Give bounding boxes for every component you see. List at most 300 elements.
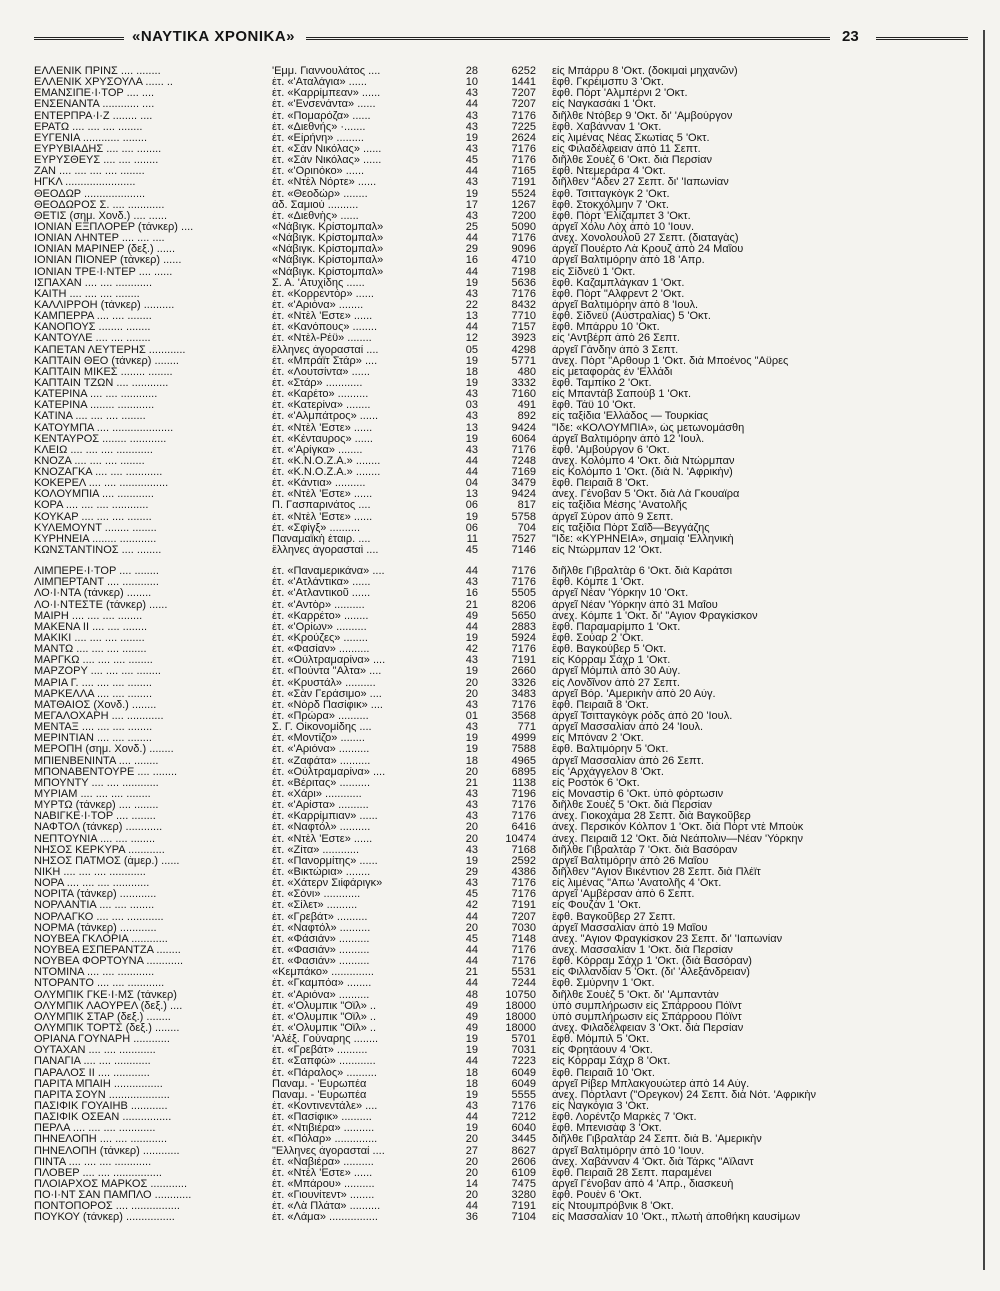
table-row — [34, 1101, 954, 1112]
ship-name: ΚΑΝΤΟΥΛΕ .... .... ........ — [34, 333, 151, 345]
ship-agent: ἑτ. «Χάρι» ............ — [272, 789, 362, 800]
ship-status: εἰς Ναγκόγια 3 'Οκτ. — [552, 1100, 650, 1112]
ship-year: 45 — [465, 933, 478, 945]
ship-tonnage: 7176 — [511, 233, 536, 245]
ship-name: ΜΑΙΡΗ .... .... .... ........ — [34, 610, 143, 622]
ship-year: 27 — [465, 1145, 478, 1157]
table-row — [34, 633, 954, 644]
ship-year: 19 — [465, 188, 478, 200]
ship-agent: ἑτ. «Οὐλτραμαρίνα» .... — [272, 766, 386, 778]
ship-year: 43 — [465, 878, 478, 890]
ship-year: 03 — [465, 400, 478, 412]
ship-tonnage: 7248 — [511, 455, 536, 467]
ship-status: διῆλθε Σουὲζ 5 'Οκτ. διὰ Περσίαν — [552, 800, 712, 812]
ship-name: ΙΟΝΙΑΝ ΠΙΟΝΕΡ (τάνκερ) ...... — [34, 255, 182, 267]
ship-name: ΜΑΡΖΟΡΥ .... .... .... ........ — [34, 666, 161, 678]
ship-tonnage: 1138 — [512, 777, 536, 789]
ship-tonnage: 7176 — [511, 155, 536, 167]
ship-name: ΙΟΝΙΑΝ ΕΞΠΛΟΡΕΡ (τάνκερ) .... — [34, 221, 194, 233]
ship-year: 44 — [465, 911, 478, 923]
page-number: 23 — [842, 28, 859, 45]
ship-agent: ἑτ. «Οὐλτραμαρίνα» .... — [272, 655, 386, 667]
ship-status: εἰς Φιλαδέλφειαν ἀπὸ 11 Σεπτ. — [552, 143, 701, 155]
ship-agent: ἑτ. «Ζίτα» ............ — [272, 844, 360, 856]
table-row — [34, 367, 954, 378]
table-row — [34, 600, 954, 611]
ship-name: ΘΕΟΔΩΡ .................... — [34, 188, 146, 200]
ship-agent: ἑτ. «Ναφτόλ» .......... — [272, 922, 371, 934]
ship-agent: Σ. Α. 'Ατυχίδης ...... — [272, 277, 365, 289]
ship-name: ΚΑΠΕΤΑΝ ΛΕΥΤΕΡΗΣ ............ — [34, 344, 186, 356]
table-row — [34, 523, 954, 534]
ship-status: ἀργεῖ Σύρον ἀπὸ 9 Σεπτ. — [552, 511, 674, 523]
ship-year: 49 — [465, 1011, 478, 1023]
ship-name: ΠΙΝΤΑ .... .... .... ............ — [34, 1156, 152, 1168]
ship-status: ἀργεῖ Βαλτιμόρην ἀπὸ 18 'Απρ. — [552, 255, 705, 267]
table-row — [34, 77, 954, 88]
ship-name: ΜΠΟΝΑΒΕΝΤΟΥΡΕ .... ........ — [34, 766, 178, 778]
ship-tonnage: 8206 — [511, 599, 536, 611]
ship-year: 06 — [465, 522, 478, 534]
ship-year: 22 — [465, 299, 478, 311]
ship-agent: ἑτ. «'Ατλαντικοῦ ...... — [272, 588, 371, 600]
table-row — [34, 278, 954, 289]
ship-status: ἀργεῖ Γένοβαν ἀπὸ 4 'Απρ., διασκευὴ — [552, 1178, 734, 1190]
ship-tonnage: 8432 — [511, 299, 536, 311]
ship-agent: ἕλληνες ἀγορασταὶ .... — [272, 545, 379, 557]
ship-status: εἰς Κολόμπο 1 'Οκτ. (διὰ Ν. 'Αφρικὴν) — [552, 467, 733, 479]
ship-status: ἔφθ. Πὸρτ "Αλφρεντ 2 'Οκτ. — [552, 288, 685, 300]
ship-tonnage: 6109 — [511, 1167, 536, 1179]
ship-agent: ἑτ. «Λουτσίντα» ...... — [272, 366, 370, 378]
ship-year: 13 — [465, 489, 478, 501]
ship-year: 20 — [465, 822, 478, 834]
ship-agent: ἑτ. «Μπράϊτ Στάρ» .... — [272, 355, 378, 367]
table-row — [34, 1012, 954, 1023]
ship-tonnage: 7148 — [511, 933, 536, 945]
ship-tonnage: 7176 — [511, 1100, 536, 1112]
table-row — [34, 678, 954, 689]
table-row — [34, 434, 954, 445]
table-row — [34, 244, 954, 255]
ship-agent: ἑτ. «Πούντα "Αλτα» .... — [272, 666, 382, 678]
ship-name: ΚΑΠΤΑΙΝ ΤΖΩΝ .... ............ — [34, 377, 169, 389]
ship-year: 19 — [465, 666, 478, 678]
ship-year: 44 — [465, 621, 478, 633]
ship-year: 44 — [465, 978, 478, 990]
table-row — [34, 267, 954, 278]
ship-tonnage: 10474 — [505, 833, 536, 845]
ship-tonnage: 3923 — [511, 333, 536, 345]
ship-status: ἀργεῖ Χόλυ Λὸχ ἀπὸ 10 'Ιουν. — [552, 221, 695, 233]
ship-status: ἔφθ. Στοκχόλμην 7 'Οκτ. — [552, 199, 669, 211]
ship-agent: ἑτ. «Κοντινεντάλε» .... — [272, 1100, 378, 1112]
ship-agent: Σ. Γ. Οἰκονομίδης .... — [272, 722, 372, 734]
ship-year: 21 — [465, 599, 478, 611]
ship-year: 44 — [465, 956, 478, 968]
ship-agent: ἑτ. «Καρέτο» .......... — [272, 389, 369, 401]
ship-status: εἰς Λονδῖνον ἀπὸ 27 Σεπτ. — [552, 677, 680, 689]
ship-name: ΠΟΝΤΟΠΟΡΟΣ .... ................ — [34, 1201, 180, 1213]
header-rule-right — [876, 37, 968, 40]
ship-name: ΠΟΥΚΟΥ (τάνκερ) ................ — [34, 1212, 175, 1224]
table-row — [34, 945, 954, 956]
ship-status: ἔφθ. Ρουὲν 6 'Οκτ. — [552, 1190, 642, 1202]
ship-status: ἔφθ. Κόμπε 1 'Οκτ. — [552, 577, 645, 589]
ship-name: ΠΑΣΙΦΙΚ ΟΣΕΑΝ ................ — [34, 1112, 172, 1124]
ship-status: ἀνεχ. Φιλαδέλφειαν 3 'Οκτ. διὰ Περσίαν — [552, 1022, 744, 1034]
table-row — [34, 1045, 954, 1056]
table-row — [34, 445, 954, 456]
ship-name: ΝΟΡΙΤΑ (τάνκερ) ............ — [34, 889, 157, 901]
ship-year: 16 — [465, 588, 478, 600]
ship-name: ΝΙΚΗ .... .... .... ............ — [34, 866, 146, 878]
ship-name: ΚΝΟΖΑΓΚΑ .... .... ............ — [34, 467, 163, 479]
ship-tonnage: 6252 — [511, 66, 536, 77]
ship-tonnage: 6895 — [511, 766, 536, 778]
ship-year: 49 — [465, 610, 478, 622]
ship-status: ἔφθ. Πειραιᾶ 8 'Οκτ. — [552, 699, 649, 711]
ship-year: 21 — [465, 967, 478, 979]
ship-tonnage: 7198 — [511, 266, 536, 278]
ship-name: ΚΟΥΚΑΡ .... .... .... ........ — [34, 511, 152, 523]
ship-agent: Παναμαϊκὴ ἑταιρ. .... — [272, 533, 371, 545]
ship-year: 44 — [465, 166, 478, 178]
ship-agent: ἑτ. «Ντὲλ 'Εστε» ...... — [272, 489, 373, 501]
ship-agent: ἑτ. «Ντὲλ 'Εστε» ...... — [272, 1167, 373, 1179]
ship-name: ΚΑΜΠΕΡΡΑ .... .... ........ — [34, 311, 152, 323]
ship-tonnage: 7165 — [511, 166, 536, 178]
table-row — [34, 1201, 954, 1212]
ship-tonnage: 7207 — [511, 911, 536, 923]
ship-name: ΚΑΤΙΝΑ .... .... .... ........ — [34, 411, 146, 423]
ship-agent: ἑτ. «Σὰν Γεράσιμο» .... — [272, 688, 382, 700]
table-row — [34, 900, 954, 911]
ship-agent: ἑτ. «Γιουνίτεντ» ........ — [272, 1190, 375, 1202]
ship-year: 43 — [465, 110, 478, 122]
ship-tonnage: 7200 — [511, 210, 536, 222]
ship-status: ἀργεῖ Βαλτιμόρην ἀπὸ 10 'Ιουν. — [552, 1145, 705, 1157]
ship-tonnage: 7176 — [511, 811, 536, 823]
ship-year: 42 — [465, 900, 478, 912]
ship-name: ΝΑΒΙΓΚΕ·Ι·ΤΟΡ .... ........ — [34, 811, 156, 823]
ship-year: 10 — [465, 77, 478, 89]
ship-agent: ἑτ. «Σὸνι» ............ — [272, 889, 361, 901]
ship-year: 42 — [465, 644, 478, 656]
table-row — [34, 478, 954, 489]
ship-agent: ἑτ. «Ντὲλ 'Εστε» ...... — [272, 422, 373, 434]
ship-status: ἔφθ. Μπενισὰφ 3 'Οκτ. — [552, 1123, 662, 1135]
ship-name: ΟΛΥΜΠΙΚ ΛΑΟΥΡΕΛ (δεξ.) .... — [34, 1000, 183, 1012]
ship-agent: «Νάβιγκ. Κρίστομπαλ» — [272, 244, 384, 256]
ship-tonnage: 18000 — [505, 1022, 536, 1034]
ship-tonnage: 5701 — [511, 1034, 536, 1046]
table-row — [34, 400, 954, 411]
ship-status: ἔφθ. Πειραιᾶ 28 Σεπτ. παραμένει — [552, 1167, 712, 1179]
ship-name: ΜΑΡΓΚΩ .... .... .... ........ — [34, 655, 153, 667]
ship-year: 19 — [465, 733, 478, 745]
ship-status: ἔφθ. Βαγκοῦβερ 27 Σεπτ. — [552, 911, 676, 923]
table-row — [34, 389, 954, 400]
table-row — [34, 545, 954, 556]
ship-agent: ἑτ. «Πανορμίτης» ...... — [272, 855, 378, 867]
ship-agent: ἑτ. «Πομαρόζα» ...... — [272, 110, 371, 122]
table-row — [34, 99, 954, 110]
ship-tonnage: 7176 — [511, 956, 536, 968]
ship-tonnage: 480 — [517, 366, 536, 378]
table-row — [34, 744, 954, 755]
ship-tonnage: 7191 — [511, 655, 536, 667]
table-row — [34, 789, 954, 800]
ship-status: εἰς Φρητάουν 4 'Οκτ. — [552, 1045, 653, 1057]
ship-year: 20 — [465, 1134, 478, 1146]
ship-year: 11 — [466, 533, 478, 545]
ship-name: ΟΛΥΜΠΙΚ ΤΟΡΤΣ (δεξ.) ........ — [34, 1022, 180, 1034]
ship-year: 19 — [465, 132, 478, 144]
ship-tonnage: 7244 — [511, 978, 536, 990]
ship-agent: ἑτ. «Εἰρήνη» ......... — [272, 132, 364, 144]
ship-tonnage: 7030 — [511, 922, 536, 934]
table-row — [34, 1179, 954, 1190]
ship-name: ΜΑΝΤΩ .... .... .... ........ — [34, 644, 147, 656]
ship-tonnage: 18000 — [505, 1000, 536, 1012]
ship-tonnage: 7157 — [511, 322, 536, 334]
ship-tonnage: 1441 — [511, 77, 536, 89]
ship-status: ἀργεῖ Βαλτιμόρην ἀπὸ 8 'Ιουλ. — [552, 299, 699, 311]
ship-tonnage: 2592 — [511, 855, 536, 867]
ship-status: ἔφθ. Μπάρρυ 10 'Οκτ. — [552, 322, 660, 334]
table-row — [34, 378, 954, 389]
ship-name: ΝΕΠΤΟΥΝΙΑ .... .... ........ — [34, 833, 156, 845]
ship-agent: ἑτ. «Διεθνὴς» ...... — [272, 210, 359, 222]
ship-agent: ἑτ. «Γρεβάτ» .......... — [272, 911, 368, 923]
ship-tonnage: 491 — [517, 400, 536, 412]
ship-year: 43 — [465, 655, 478, 667]
ship-name: ΕΜΑΝΣΙΠΕ·Ι·ΤΟΡ .... .... — [34, 88, 155, 100]
ship-agent: ἑτ. «'Ολυμπικ "Οϊλ» .. — [272, 1022, 377, 1034]
ship-status: ἔφθ. Βαλτιμόρην 5 'Οκτ. — [552, 744, 669, 756]
ship-status: ἔφθ. Πειραιᾶ 8 'Οκτ. — [552, 478, 649, 490]
ship-status: ἔφθ. Σμύρνην 1 'Οκτ. — [552, 978, 655, 990]
ship-status: ἀργεῖ Μασσαλίαν ἀπὸ 24 'Ιουλ. — [552, 722, 704, 734]
table-row — [34, 322, 954, 333]
ship-year: 20 — [465, 922, 478, 934]
ship-agent: ἑτ. «'Αταλάγια» ...... — [272, 77, 367, 89]
ship-year: 04 — [465, 478, 478, 490]
ship-year: 44 — [465, 266, 478, 278]
ship-agent: ἑτ. «Παναμερικάνα» .... — [272, 566, 385, 578]
ship-status: ἀργεῖ Μόμπιλ ἀπὸ 30 Αὐγ. — [552, 666, 681, 678]
table-row — [34, 1034, 954, 1045]
ship-year: 19 — [465, 633, 478, 645]
ship-year: 12 — [465, 333, 478, 345]
table-row — [34, 489, 954, 500]
ship-name: ΘΕΟΔΩΡΟΣ Σ. .... ............ — [34, 199, 165, 211]
table-row — [34, 255, 954, 266]
ship-status: ἀργεῖ 'Αμβέρσαν ἀπὸ 6 Σεπτ. — [552, 889, 695, 901]
page-edge-line — [983, 30, 985, 1270]
table-row — [34, 711, 954, 722]
table-row — [34, 1112, 954, 1123]
ship-year: 43 — [465, 1100, 478, 1112]
ship-status: ἀργεῖ Νέαν 'Υόρκην 10 'Οκτ. — [552, 588, 689, 600]
ship-status: εἰς Μπάρρυ 8 'Οκτ. (δοκιμαὶ μηχανῶν) — [552, 66, 738, 77]
ship-tonnage: 7191 — [511, 1201, 536, 1213]
ship-agent: ἑτ. «'Αριόνα» .......... — [272, 989, 370, 1001]
ship-agent: ἑτ. «Χάτερν Σιίφάριγκ» — [272, 878, 383, 890]
ship-status: ἔφθ. Ντεμεράρα 4 'Οκτ. — [552, 166, 666, 178]
ship-tonnage: 7475 — [511, 1178, 536, 1190]
ship-year: 43 — [465, 177, 478, 189]
ship-status: εἰς Κόρραμ Σάχρ 1 'Οκτ. — [552, 655, 671, 667]
ship-year: 20 — [465, 1156, 478, 1168]
ship-year: 19 — [465, 433, 478, 445]
ship-name: ΜΑΡΙΑ Γ. .... .... .... ........ — [34, 677, 152, 689]
ship-agent: ἑτ. «Σίλετ» .......... — [272, 900, 358, 912]
ship-agent: ἑτ. «Κ.Ν.Ο.Ζ.Α.» ........ — [272, 455, 381, 467]
ship-name: ΙΣΠΑΧΑΝ .... .... ............ — [34, 277, 153, 289]
ship-year: 44 — [465, 99, 478, 111]
ship-status: εἰς 'Αντβέρπ ἀπὸ 26 Σεπτ. — [552, 333, 680, 345]
ship-status: ἀργεῖ Γάνδην ἀπὸ 3 Σεπτ. — [552, 344, 679, 356]
table-row — [34, 1068, 954, 1079]
ship-year: 44 — [465, 467, 478, 479]
ship-status: ἔφθ. Χαβάνναν 1 'Οκτ. — [552, 121, 662, 133]
ship-agent: ἑτ. «Ναβιέρα» .......... — [272, 1156, 374, 1168]
ship-year: 44 — [465, 566, 478, 578]
ship-tonnage: 5650 — [511, 610, 536, 622]
table-row — [34, 423, 954, 434]
ship-status: ἔφθ. Πειραιᾶ 10 'Οκτ. — [552, 1067, 655, 1079]
ship-status: εἰς Μπόναν 2 'Οκτ. — [552, 733, 644, 745]
ship-status: ἔφθ. Κόρραμ Σάχρ 1 'Οκτ. (διὰ Βασόραν) — [552, 956, 752, 968]
ship-agent: Παναμ. - 'Ευρωπέα — [272, 1089, 367, 1101]
ship-agent: ἑτ. «'Αντὸρ» .......... — [272, 599, 365, 611]
ship-agent: 'Εμμ. Γιαννουλάτος .... — [272, 66, 381, 77]
ship-tonnage: 7223 — [511, 1056, 536, 1068]
ship-tonnage: 7176 — [511, 143, 536, 155]
ship-status: ἀνεχ. Γιοκοχάμα 28 Σεπτ. διὰ Βαγκοῦβερ — [552, 811, 751, 823]
table-row — [34, 822, 954, 833]
ship-tonnage: 2660 — [511, 666, 536, 678]
ship-agent: ἑτ. «Καρρίμπεαν» ...... — [272, 88, 381, 100]
ship-tonnage: 7160 — [511, 389, 536, 401]
ship-name: ΠΑΣΙΦΙΚ ΓΟΥΑΙΗΒ ............ — [34, 1100, 168, 1112]
ship-name: ΕΥΡΥΒΙΑΔΗΣ .... .... ........ — [34, 143, 162, 155]
ship-status: ἔφθ. Πὸρτ 'Ελίζαμπετ 3 'Οκτ. — [552, 210, 691, 222]
ship-agent: ἑτ. «Ντὲλ 'Εστε» ...... — [272, 311, 373, 323]
ship-agent: ἑτ. «Σὰν Νικόλας» ...... — [272, 143, 382, 155]
ship-agent: ἑτ. «Ντὲλ 'Εστε» ...... — [272, 833, 373, 845]
ship-name: ΠΛΟΙΑΡΧΟΣ ΜΑΡΚΟΣ ............ — [34, 1178, 188, 1190]
ship-status: διῆλθε Ντόβερ 9 'Οκτ. δι' 'Αμβούργον — [552, 110, 733, 122]
ship-tonnage: 4965 — [511, 755, 536, 767]
ship-agent: ἀδ. Σαμιού .......... — [272, 199, 359, 211]
ship-name: ΚΑΠΤΑΙΝ ΘΕΟ (τάνκερ) ........ — [34, 355, 179, 367]
ship-status: ἔφθ. Πὸρτ 'Αλμπέρνι 2 'Οκτ. — [552, 88, 688, 100]
ship-tonnage: 5090 — [511, 221, 536, 233]
ship-status: διῆλθεν "Αγιον Βικέντιον 28 Σεπτ. διὰ Πλέϊτ — [552, 866, 761, 878]
ship-name: ΚΟΛΟΥΜΠΙΑ .... ............ — [34, 489, 154, 501]
table-row — [34, 1023, 954, 1034]
ship-name: ΜΕΓΑΛΟΧΑΡΗ .... ............ — [34, 711, 164, 723]
ship-year: 44 — [465, 944, 478, 956]
ship-year: 20 — [465, 688, 478, 700]
ship-name: ΠΑΝΑΓΙΑ .... .... ............ — [34, 1056, 151, 1068]
ship-agent: ἑτ. «Ναφτόλ» .......... — [272, 822, 371, 834]
table-row — [34, 356, 954, 367]
ship-status: ἀνεχ. Χαβάνναν 4 'Οκτ. διὰ Τάρκς "Αϊλαντ — [552, 1156, 754, 1168]
ship-agent: ἑτ. «Στάρ» ............ — [272, 377, 363, 389]
ship-status: διῆλθε Γιβραλτὰρ 6 'Οκτ. διὰ Καράτσι — [552, 566, 733, 578]
table-row — [34, 588, 954, 599]
ship-tonnage: 7176 — [511, 566, 536, 578]
ship-name: ΚΑΛΛΙΡΡΟΗ (τάνκερ) .......... — [34, 299, 175, 311]
ship-year: 19 — [465, 377, 478, 389]
ship-status: εἰς ταξίδια Μέσης 'Ανατολῆς — [552, 500, 688, 512]
table-row — [34, 956, 954, 967]
ship-agent: ἑτ. «Ντιβιέρα» .......... — [272, 1123, 375, 1135]
ship-status: εἰς λιμένας Νέας Σκωτίας 5 'Οκτ. — [552, 132, 710, 144]
table-row — [34, 311, 954, 322]
ship-tonnage: 7176 — [511, 288, 536, 300]
ship-year: 43 — [465, 143, 478, 155]
ship-name: ΚΑΠΤΑΙΝ ΜΙΚΕΣ ........ ........ — [34, 366, 173, 378]
ship-year: 45 — [465, 545, 478, 557]
ship-year: 20 — [465, 833, 478, 845]
ship-year: 13 — [465, 311, 478, 323]
ship-name: ΟΥΤΑΧΑΝ .... .... ............ — [34, 1045, 156, 1057]
ship-status: ἀνεχ. Γένοβαν 5 'Οκτ. διὰ Λὰ Γκουαϊρα — [552, 489, 740, 501]
ship-name: ΚΥΛΕΜΟΥΝΤ ........ ........ — [34, 522, 157, 534]
ship-tonnage: 4999 — [511, 733, 536, 745]
ship-year: 19 — [465, 1089, 478, 1101]
ship-name: ΛΟ·Ι·ΝΤΑ (τάνκερ) ........ — [34, 588, 152, 600]
ship-agent: ἑτ. «Κρυστάλ» .......... — [272, 677, 376, 689]
ship-name: ΜΥΡΙΑΜ .... .... .... ........ — [34, 789, 151, 800]
ship-name: ΕΥΓΕΝΙΑ ............ ........ — [34, 132, 148, 144]
table-row — [34, 177, 954, 188]
ship-tonnage: 5924 — [511, 633, 536, 645]
table-row — [34, 923, 954, 934]
ship-agent: ἑτ. «Κ.Ν.Ο.Ζ.Α.» ........ — [272, 467, 381, 479]
ship-year: 44 — [465, 1056, 478, 1068]
ship-name: ΝΟΡΛΑΝΤΙΑ .... .... ........ — [34, 900, 155, 912]
ship-name: ΠΕΡΛΑ .... .... .... ............ — [34, 1123, 156, 1135]
table-row — [34, 811, 954, 822]
ship-name: ΚΑΤΟΥΜΠΑ .... .................... — [34, 422, 174, 434]
ship-status: ὑπὸ συμπλήρωσιν εἰς Σπάρροου Πόϊντ — [552, 1000, 742, 1012]
page-header — [34, 28, 970, 48]
ship-agent: ἑτ. «'Ολυμπικ "Οϊλ» .. — [272, 1000, 377, 1012]
table-row — [34, 800, 954, 811]
ship-year: 44 — [465, 1201, 478, 1213]
ship-year: 18 — [465, 366, 478, 378]
ship-year: 43 — [465, 288, 478, 300]
ship-name: ΙΟΝΙΑΝ ΤΡΕ·Ι·ΝΤΕΡ .... ...... — [34, 266, 173, 278]
ship-name: ΘΕΤΙΣ (σημ. Χονδ.) .... ...... — [34, 210, 168, 222]
ship-status: ἔφθ. Βαγκούβερ 5 'Οκτ. — [552, 644, 667, 656]
ship-name: ΠΛΟΒΕΡ .... .... ................ — [34, 1167, 162, 1179]
table-row — [34, 967, 954, 978]
ship-name: ΕΛΛΕΝΙΚ ΠΡΙΝΣ .... ........ — [34, 66, 161, 77]
table-row — [34, 289, 954, 300]
ship-year: 43 — [465, 389, 478, 401]
ship-status: εἰς Ναγκασάκι 1 'Οκτ. — [552, 99, 657, 111]
table-row — [34, 144, 954, 155]
ship-tonnage: 5636 — [511, 277, 536, 289]
ship-agent: ἑτ. «Νὸρδ Πασίφικ» .... — [272, 699, 383, 711]
